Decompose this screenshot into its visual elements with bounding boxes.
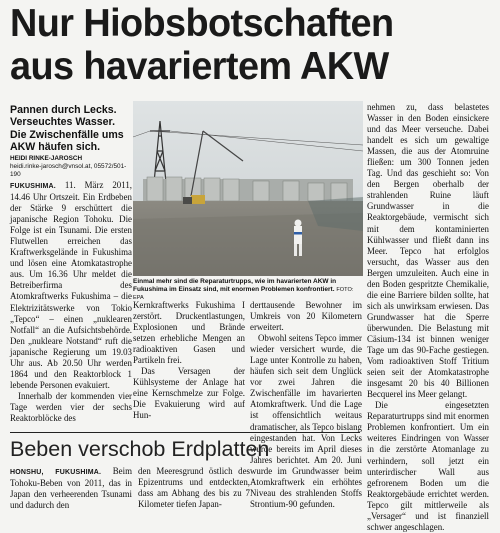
paragraph: 11. März 2011, 14.46 Uhr Ortszeit. Ein Erdbeben der Stärke 9 erschüttert die japanische Region Tohoku. Die Folge ist ein Tsunami. Die ersten Flutwellen erreichen das Kraftwerksgelände in Fukushima und lösen eine Atomkatastrophe aus. Um 16.36 Uhr meldet die Betreiberfirma des Atomkraftwerks Fukushima – die Elektrizitätswerke von Tokio „Tepco“ – einen „nuklearen Notfall“ an die Aufsichtsbehörde. Den „nukleare Notstand“ ruft die japanische Regierung um 19.03 Uhr aus. Ab 20.50 Uhr werden 1864 und den Reaktorblock 1 lebende Personen evakuiert. [10, 180, 132, 390]
photo-caption [133, 278, 363, 303]
byline [10, 155, 134, 179]
article-column-4 [367, 102, 489, 533]
paragraph: nehmen zu, dass belastetes Wasser in den Boden einsickere und das Meer verseuche. Dabei handelt es sich um gewaltige Massen, die aus der Atomruine fließen: um 300 Tonnen jeden Tag. Und das geschieht so: Von den Bergen oberhalb der strahlenden Ruine läuft Grundwasser in die Reaktorgebäude, vermischt sich mit dem kontaminierten Kühlwasser und fließt dann ins Meer. Tepco hat erfolglos versucht, das Wasser aus den Bergen umzuleiten. Auch eine in den Boden gespritzte Chemikalie, die eine Barriere bilden sollte, hat sich als unwirksam erwiesen. Das Grundwasser hat die Sperre überwunden. Die Belastung mit Cäsium-134 ist binnen weniger Tage um das 90-Fache gestiegen. Vom radioaktiven Stoff Tritium seien seit der Atomkatastrophe insgesamt 20 bis 40 Billionen Becquerel ins Meer gelangt. [367, 102, 489, 400]
byline-email: heidi.rinke-jarosch@vnsol.at, 05572/501-190 [10, 163, 127, 178]
paragraph: Obwohl seitens Tepco immer wieder versichert wurde, die Lage unter Kontrolle zu haben, häufen sich seit dem Unglück vor zwei Jahren die Zwischenfälle im havarierten Atomkraftwerk. Und die Lage ist offensichtlich weitaus dramatischer, als Tepco bislang eingestanden hat. Von Lecks wurde bereits im April dieses Jahres berichtet. Am 20. Juni wurde im Grundwasser beim Atomkraftwerk ein erhöhtes Niveau des strahlenden Stoffs Strontium-90 gefunden. [250, 333, 362, 509]
byline-author: HEIDI RINKE-JAROSCH [10, 155, 83, 162]
dateline: FUKUSHIMA. [10, 183, 56, 190]
article-column-1 [10, 180, 132, 424]
paragraph: Das Versagen der Kühlsysteme der Anlage hat eine Kernschmelze zur Folge. Die Evakuierung wird auf Hun- [133, 366, 245, 421]
paragraph: Beim Tohoku-Beben von 2011, das in Japan den verheerenden Tsunami und dadurch den [10, 466, 132, 511]
subhead: Beben verschob Erdplatten [10, 437, 270, 461]
dateline: HONSHU, FUKUSHIMA. [10, 469, 102, 476]
paragraph: Innerhalb der kommenden vier Tage werden vier der sechs Reaktorblöcke des [10, 390, 132, 423]
paragraph: den Meeresgrund östlich des Epizentrums und entdeckten, dass am Abhang des bis zu 7 Kilometer tiefen Japan- [138, 466, 250, 510]
article2-column-1 [10, 466, 132, 511]
paragraph: Kernkraftwerks Fukushima I zerstört. Druckentlastungen, Explosionen und Brände setzen erhebliche Mengen an radioaktiven Gasen und Partikeln frei. [133, 300, 245, 366]
section-divider [10, 432, 360, 433]
news-photo [133, 101, 363, 276]
headline-line-1: Nur Hiobsbotschaften [10, 2, 394, 45]
headline [10, 2, 481, 88]
headline-line-2: aus havariertem AKW [10, 45, 389, 88]
photo-illustration [133, 101, 363, 276]
paragraph: Die eingesetzten Reparaturtrupps sind mit enormen Problemen konfrontiert. Um ein weiteres Eindringen von Wasser in die zerstörte Atomanlage zu verhindern, soll jetzt ein unterirdischer Wall aus gefrorenem Boden um die Reaktorgebäude errichtet werden. Tepco gilt mittlerweile als „Versager“ und ist finanziell schwer angeschlagen. [367, 400, 489, 532]
paragraph: derttausende Bewohner im Umkreis von 20 Kilometern erweitert. [250, 300, 362, 333]
photo-credit: FOTO: EPA [133, 287, 354, 302]
deck: Pannen durch Lecks. Verseuchtes Wasser. Die Zwischenfälle ums AKW häufen sich. [10, 104, 124, 154]
article-column-2 [133, 300, 245, 422]
caption-text: Einmal mehr sind die Reparaturtrupps, wie im havarierten AKW in Fukushima im Einsatz sind, mit enormen Problemen konfrontiert. [133, 278, 337, 294]
article-column-3 [250, 300, 362, 510]
